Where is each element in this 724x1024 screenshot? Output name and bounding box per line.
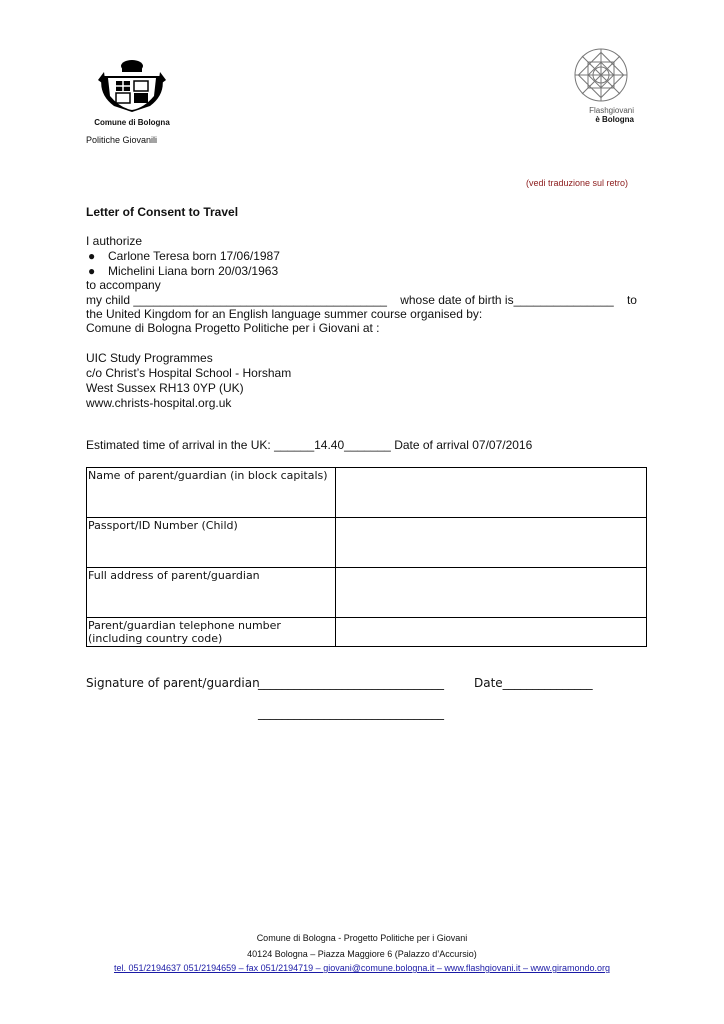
website-text: www.christs-hospital.org.uk [86, 396, 232, 410]
signature-label: Signature of parent/guardian [86, 676, 260, 690]
comune-coat-of-arms-icon [92, 50, 172, 116]
parent-name-field[interactable] [336, 468, 647, 518]
passport-field[interactable] [336, 518, 647, 568]
address-line: c/o Christ’s Hospital School - Horsham [86, 366, 292, 380]
address-line: West Sussex RH13 0YP (UK) [86, 381, 244, 395]
second-signature-line[interactable]: _______________________________ [258, 706, 444, 720]
letter-title: Letter of Consent to Travel [86, 205, 239, 219]
address-line: UIC Study Programmes [86, 351, 213, 365]
footer-address: 40124 Bologna – Piazza Maggiore 6 (Palazzo d’Accursio) [247, 949, 477, 959]
flashgiovani-text: Flashgiovani [589, 106, 634, 115]
table-row [87, 518, 647, 568]
flashgiovani-logo [560, 44, 640, 124]
signature-line[interactable]: _______________________________ [258, 676, 444, 690]
table-label: Passport/ID Number (Child) [87, 518, 336, 568]
child-line-end: to [626, 293, 637, 307]
bullet-marker: ● [88, 264, 96, 278]
flashgiovani-subtext: è Bologna [595, 115, 634, 124]
companion-item: Michelini Liana born 20/03/1963 [108, 264, 279, 278]
destination-text: the United Kingdom for an English language summer course organised by: [86, 307, 483, 321]
footer-line: Comune di Bologna - Progetto Politiche per i Giovani [256, 933, 468, 943]
table-row [87, 568, 647, 618]
table-label: Parent/guardian telephone number (including country code) [87, 618, 336, 647]
table-label: Full address of parent/guardian [87, 568, 336, 618]
address-field[interactable] [336, 568, 647, 618]
footer-contacts [0, 963, 724, 973]
translation-note: (vedi traduzione sul retro) [525, 178, 628, 188]
department-label: Politiche Giovanili [86, 135, 158, 145]
telephone-field[interactable] [336, 618, 647, 647]
companion-item: Carlone Teresa born 17/06/1987 [108, 249, 280, 263]
accompany-text: to accompany [86, 278, 161, 292]
child-dob-blank[interactable]: whose date of birth is_______________ [400, 293, 614, 307]
child-line [86, 293, 637, 307]
parent-info-table [86, 467, 647, 647]
footer-contact-link[interactable]: tel. 051/2194637 051/2194659 – fax 051/2194719 – giovani@comune.bologna.it – www.flashgiovani.it – www.giramondo.org [114, 963, 610, 973]
table-row [87, 468, 647, 518]
comune-name: Comune di Bologna [94, 118, 170, 127]
date-field[interactable]: Date_______________ [474, 676, 593, 690]
organiser-text: Comune di Bologna Progetto Politiche per i Giovani at : [86, 321, 380, 335]
authorize-text: I authorize [86, 234, 143, 248]
comune-logo [86, 50, 178, 127]
bullet-marker: ● [88, 249, 96, 263]
child-name-blank[interactable]: my child ______________________________________ [86, 293, 387, 307]
table-row [87, 618, 647, 647]
table-label: Name of parent/guardian (in block capitals) [87, 468, 336, 518]
flashgiovani-knot-icon [570, 44, 632, 106]
arrival-line: Estimated time of arrival in the UK: ______14.40_______ Date of arrival 07/07/2016 [86, 438, 533, 452]
